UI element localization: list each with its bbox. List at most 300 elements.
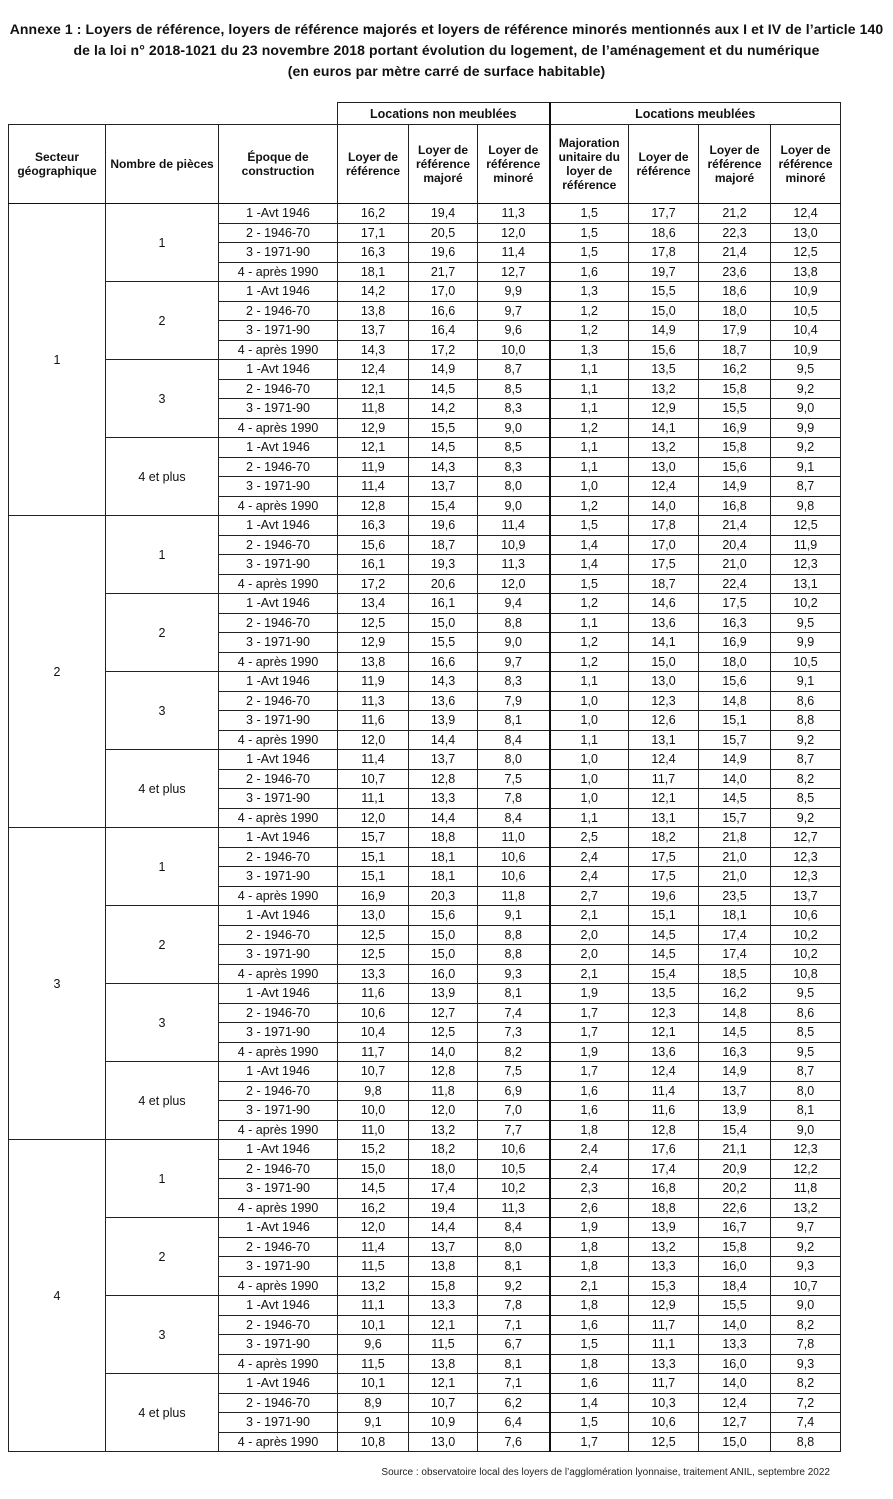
loyer-minore-cell: 6,9: [478, 1081, 550, 1101]
loyer-minore-cell: 8,2: [478, 1042, 550, 1062]
group-header-non-meublees: Locations non meublées: [338, 103, 550, 125]
period-cell: 4 - après 1990: [219, 730, 338, 750]
loyer-reference-cell: 11,8: [338, 399, 409, 419]
loyer-minore-cell: 10,5: [478, 1159, 550, 1179]
loyer-reference-meuble-cell: 14,6: [629, 594, 699, 614]
loyer-minore-cell: 10,9: [478, 535, 550, 555]
loyer-minore-meuble-cell: 11,9: [771, 535, 841, 555]
loyer-majore-cell: 13,8: [409, 1257, 478, 1277]
loyer-majore-cell: 20,5: [409, 223, 478, 243]
loyer-minore-meuble-cell: 8,1: [771, 1101, 841, 1121]
loyer-minore-cell: 10,6: [478, 867, 550, 887]
loyer-minore-cell: 8,8: [478, 613, 550, 633]
loyer-reference-cell: 10,7: [338, 1062, 409, 1082]
sector-cell: 4: [9, 1140, 106, 1452]
period-cell: 1 -Avt 1946: [219, 282, 338, 302]
loyer-majore-cell: 14,4: [409, 808, 478, 828]
loyer-minore-cell: 9,3: [478, 964, 550, 984]
loyer-majore-meuble-cell: 21,4: [699, 243, 771, 263]
loyer-minore-meuble-cell: 8,2: [771, 1315, 841, 1335]
loyer-reference-cell: 12,5: [338, 925, 409, 945]
period-cell: 4 - après 1990: [219, 886, 338, 906]
loyer-majore-cell: 20,3: [409, 886, 478, 906]
majoration-unitaire-cell: 1,1: [550, 457, 629, 477]
loyer-minore-cell: 11,3: [478, 204, 550, 224]
period-cell: 2 - 1946-70: [219, 1081, 338, 1101]
loyer-reference-meuble-cell: 17,8: [629, 516, 699, 536]
sector-cell: 2: [9, 516, 106, 828]
period-cell: 2 - 1946-70: [219, 535, 338, 555]
loyer-reference-meuble-cell: 15,5: [629, 282, 699, 302]
majoration-unitaire-cell: 1,2: [550, 496, 629, 516]
loyer-reference-meuble-cell: 17,8: [629, 243, 699, 263]
majoration-unitaire-cell: 1,0: [550, 711, 629, 731]
loyer-minore-meuble-cell: 9,1: [771, 457, 841, 477]
loyer-minore-cell: 9,7: [478, 652, 550, 672]
period-cell: 2 - 1946-70: [219, 1003, 338, 1023]
loyer-majore-cell: 12,7: [409, 1003, 478, 1023]
loyer-majore-cell: 13,2: [409, 1120, 478, 1140]
period-cell: 3 - 1971-90: [219, 867, 338, 887]
loyer-minore-cell: 9,0: [478, 496, 550, 516]
period-cell: 4 - après 1990: [219, 496, 338, 516]
loyer-minore-cell: 9,6: [478, 321, 550, 341]
loyer-minore-meuble-cell: 12,2: [771, 1159, 841, 1179]
majoration-unitaire-cell: 2,4: [550, 847, 629, 867]
loyer-minore-meuble-cell: 8,2: [771, 1374, 841, 1394]
loyer-minore-meuble-cell: 8,5: [771, 1023, 841, 1043]
loyer-reference-cell: 12,9: [338, 418, 409, 438]
loyer-reference-meuble-cell: 19,6: [629, 886, 699, 906]
loyer-minore-meuble-cell: 10,2: [771, 945, 841, 965]
loyer-majore-meuble-cell: 14,9: [699, 750, 771, 770]
loyer-reference-cell: 13,0: [338, 906, 409, 926]
majoration-unitaire-cell: 1,6: [550, 1081, 629, 1101]
loyer-minore-cell: 8,1: [478, 984, 550, 1004]
table-body: [9, 204, 841, 1452]
period-cell: 2 - 1946-70: [219, 1159, 338, 1179]
loyer-majore-cell: 15,0: [409, 945, 478, 965]
loyer-minore-meuble-cell: 10,5: [771, 301, 841, 321]
loyer-minore-meuble-cell: 9,5: [771, 613, 841, 633]
loyer-majore-meuble-cell: 17,9: [699, 321, 771, 341]
loyer-majore-meuble-cell: 14,8: [699, 1003, 771, 1023]
loyer-reference-meuble-cell: 14,1: [629, 633, 699, 653]
loyer-majore-meuble-cell: 13,3: [699, 1335, 771, 1355]
loyer-reference-meuble-cell: 14,0: [629, 496, 699, 516]
loyer-minore-meuble-cell: 13,8: [771, 262, 841, 282]
loyer-majore-cell: 13,8: [409, 1354, 478, 1374]
loyer-minore-cell: 11,4: [478, 243, 550, 263]
loyer-majore-cell: 16,0: [409, 964, 478, 984]
loyer-minore-cell: 7,1: [478, 1315, 550, 1335]
loyer-reference-cell: 12,9: [338, 633, 409, 653]
majoration-unitaire-cell: 1,5: [550, 223, 629, 243]
loyer-reference-cell: 12,0: [338, 1218, 409, 1238]
loyer-majore-cell: 18,7: [409, 535, 478, 555]
loyer-reference-cell: 13,2: [338, 1276, 409, 1296]
loyer-reference-meuble-cell: 12,4: [629, 1062, 699, 1082]
loyer-minore-cell: 7,6: [478, 1432, 550, 1452]
loyer-reference-meuble-cell: 11,1: [629, 1335, 699, 1355]
loyer-majore-meuble-cell: 20,2: [699, 1179, 771, 1199]
majoration-unitaire-cell: 1,0: [550, 750, 629, 770]
loyer-reference-meuble-cell: 18,6: [629, 223, 699, 243]
loyer-reference-cell: 12,4: [338, 360, 409, 380]
period-cell: 1 -Avt 1946: [219, 984, 338, 1004]
sector-cell: 1: [9, 204, 106, 516]
loyer-reference-cell: 16,9: [338, 886, 409, 906]
loyer-majore-meuble-cell: 16,7: [699, 1218, 771, 1238]
loyer-minore-cell: 8,5: [478, 438, 550, 458]
majoration-unitaire-cell: 2,5: [550, 828, 629, 848]
rooms-cell: 3: [106, 1296, 219, 1374]
loyer-minore-meuble-cell: 9,2: [771, 1237, 841, 1257]
loyer-reference-meuble-cell: 14,9: [629, 321, 699, 341]
majoration-unitaire-cell: 2,6: [550, 1198, 629, 1218]
loyer-majore-cell: 19,4: [409, 204, 478, 224]
majoration-unitaire-cell: 1,1: [550, 360, 629, 380]
loyer-reference-cell: 10,1: [338, 1374, 409, 1394]
loyer-minore-cell: 8,3: [478, 457, 550, 477]
loyer-minore-meuble-cell: 9,2: [771, 438, 841, 458]
majoration-unitaire-cell: 1,5: [550, 1413, 629, 1433]
loyer-reference-cell: 9,8: [338, 1081, 409, 1101]
loyer-majore-meuble-cell: 17,4: [699, 925, 771, 945]
loyer-majore-cell: 14,5: [409, 379, 478, 399]
loyer-minore-meuble-cell: 11,8: [771, 1179, 841, 1199]
majoration-unitaire-cell: 1,9: [550, 984, 629, 1004]
loyer-minore-cell: 8,0: [478, 477, 550, 497]
period-cell: 4 - après 1990: [219, 340, 338, 360]
loyer-reference-cell: 10,8: [338, 1432, 409, 1452]
loyer-majore-meuble-cell: 16,9: [699, 633, 771, 653]
loyer-minore-meuble-cell: 8,8: [771, 711, 841, 731]
loyer-minore-meuble-cell: 10,4: [771, 321, 841, 341]
loyer-minore-meuble-cell: 9,1: [771, 672, 841, 692]
loyer-minore-cell: 8,7: [478, 360, 550, 380]
loyer-reference-meuble-cell: 17,5: [629, 867, 699, 887]
loyer-majore-cell: 15,0: [409, 613, 478, 633]
loyer-minore-meuble-cell: 12,5: [771, 516, 841, 536]
loyer-majore-meuble-cell: 16,2: [699, 360, 771, 380]
period-cell: 2 - 1946-70: [219, 769, 338, 789]
loyer-minore-cell: 6,7: [478, 1335, 550, 1355]
loyer-reference-cell: 17,1: [338, 223, 409, 243]
loyer-minore-meuble-cell: 9,3: [771, 1257, 841, 1277]
loyer-majore-meuble-cell: 15,6: [699, 672, 771, 692]
loyer-majore-cell: 15,8: [409, 1276, 478, 1296]
loyer-majore-meuble-cell: 12,7: [699, 1413, 771, 1433]
period-cell: 2 - 1946-70: [219, 613, 338, 633]
rooms-cell: 4 et plus: [106, 1062, 219, 1140]
loyer-minore-cell: 10,0: [478, 340, 550, 360]
loyer-minore-meuble-cell: 8,7: [771, 1062, 841, 1082]
loyer-majore-meuble-cell: 15,5: [699, 1296, 771, 1316]
loyer-reference-cell: 14,5: [338, 1179, 409, 1199]
loyer-reference-cell: 9,6: [338, 1335, 409, 1355]
loyer-majore-cell: 19,6: [409, 243, 478, 263]
loyer-majore-cell: 14,2: [409, 399, 478, 419]
loyer-reference-meuble-cell: 10,6: [629, 1413, 699, 1433]
loyer-reference-cell: 12,1: [338, 379, 409, 399]
loyer-reference-cell: 16,2: [338, 1198, 409, 1218]
loyer-minore-meuble-cell: 12,3: [771, 847, 841, 867]
period-cell: 1 -Avt 1946: [219, 750, 338, 770]
loyer-minore-cell: 11,3: [478, 1198, 550, 1218]
loyer-majore-meuble-cell: 15,6: [699, 457, 771, 477]
loyer-minore-meuble-cell: 8,7: [771, 477, 841, 497]
period-cell: 4 - après 1990: [219, 1354, 338, 1374]
loyer-majore-meuble-cell: 14,5: [699, 789, 771, 809]
loyer-reference-cell: 10,1: [338, 1315, 409, 1335]
loyer-minore-cell: 7,5: [478, 1062, 550, 1082]
loyer-minore-cell: 7,3: [478, 1023, 550, 1043]
loyer-majore-cell: 17,4: [409, 1179, 478, 1199]
loyer-reference-meuble-cell: 15,3: [629, 1276, 699, 1296]
col-header-epoque: Époque de construction: [219, 125, 338, 204]
period-cell: 3 - 1971-90: [219, 1023, 338, 1043]
loyer-minore-meuble-cell: 7,8: [771, 1335, 841, 1355]
loyer-majore-meuble-cell: 15,8: [699, 438, 771, 458]
loyer-minore-cell: 9,7: [478, 301, 550, 321]
loyer-minore-meuble-cell: 12,3: [771, 867, 841, 887]
loyer-minore-cell: 8,0: [478, 750, 550, 770]
period-cell: 3 - 1971-90: [219, 555, 338, 575]
majoration-unitaire-cell: 1,1: [550, 808, 629, 828]
rooms-cell: 2: [106, 594, 219, 672]
loyer-minore-meuble-cell: 10,5: [771, 652, 841, 672]
majoration-unitaire-cell: 2,1: [550, 906, 629, 926]
loyer-minore-cell: 9,2: [478, 1276, 550, 1296]
loyer-reference-cell: 15,0: [338, 1159, 409, 1179]
loyer-reference-cell: 12,8: [338, 496, 409, 516]
loyer-majore-cell: 13,6: [409, 691, 478, 711]
loyer-majore-cell: 16,4: [409, 321, 478, 341]
title-line-1: Annexe 1 : Loyers de référence, loyers de référence majorés et loyers de référence minorés mentionnés aux I et IV de l’article 140: [9, 21, 884, 37]
rooms-cell: 4 et plus: [106, 750, 219, 828]
loyer-majore-meuble-cell: 23,6: [699, 262, 771, 282]
table-row: [9, 360, 841, 380]
loyer-minore-cell: 7,8: [478, 789, 550, 809]
period-cell: 2 - 1946-70: [219, 691, 338, 711]
rooms-cell: 4 et plus: [106, 1374, 219, 1452]
loyer-majore-meuble-cell: 15,8: [699, 379, 771, 399]
period-cell: 2 - 1946-70: [219, 1237, 338, 1257]
loyer-reference-meuble-cell: 12,8: [629, 1120, 699, 1140]
loyer-reference-cell: 13,7: [338, 321, 409, 341]
loyer-minore-meuble-cell: 9,5: [771, 1042, 841, 1062]
loyer-majore-meuble-cell: 16,0: [699, 1354, 771, 1374]
period-cell: 2 - 1946-70: [219, 1393, 338, 1413]
loyer-reference-meuble-cell: 17,6: [629, 1140, 699, 1160]
period-cell: 2 - 1946-70: [219, 379, 338, 399]
loyer-majore-meuble-cell: 18,0: [699, 301, 771, 321]
period-cell: 1 -Avt 1946: [219, 360, 338, 380]
loyer-majore-cell: 12,8: [409, 769, 478, 789]
rooms-cell: 1: [106, 828, 219, 906]
loyer-majore-cell: 11,5: [409, 1335, 478, 1355]
period-cell: 3 - 1971-90: [219, 945, 338, 965]
loyer-reference-meuble-cell: 17,0: [629, 535, 699, 555]
rooms-cell: 3: [106, 984, 219, 1062]
loyer-reference-cell: 11,7: [338, 1042, 409, 1062]
majoration-unitaire-cell: 1,8: [550, 1296, 629, 1316]
loyer-minore-meuble-cell: 7,4: [771, 1413, 841, 1433]
loyer-minore-cell: 8,4: [478, 730, 550, 750]
loyer-minore-cell: 12,0: [478, 223, 550, 243]
loyer-reference-cell: 16,3: [338, 516, 409, 536]
col-header-loyer-minore: Loyer de référence minoré: [478, 125, 550, 204]
loyer-majore-meuble-cell: 21,4: [699, 516, 771, 536]
loyer-reference-cell: 11,0: [338, 1120, 409, 1140]
rooms-cell: 3: [106, 360, 219, 438]
majoration-unitaire-cell: 1,5: [550, 204, 629, 224]
period-cell: 1 -Avt 1946: [219, 1296, 338, 1316]
loyer-minore-meuble-cell: 12,3: [771, 1140, 841, 1160]
loyer-majore-meuble-cell: 21,0: [699, 555, 771, 575]
loyer-majore-cell: 14,0: [409, 1042, 478, 1062]
loyer-reference-cell: 14,3: [338, 340, 409, 360]
majoration-unitaire-cell: 2,3: [550, 1179, 629, 1199]
loyer-majore-meuble-cell: 15,5: [699, 399, 771, 419]
loyer-reference-cell: 10,6: [338, 1003, 409, 1023]
loyer-minore-cell: 7,9: [478, 691, 550, 711]
sector-cell: 3: [9, 828, 106, 1140]
loyer-majore-cell: 19,3: [409, 555, 478, 575]
loyer-minore-meuble-cell: 9,3: [771, 1354, 841, 1374]
loyer-minore-cell: 8,4: [478, 808, 550, 828]
loyer-reference-cell: 13,8: [338, 301, 409, 321]
loyer-reference-meuble-cell: 13,2: [629, 1237, 699, 1257]
rooms-cell: 2: [106, 906, 219, 984]
period-cell: 3 - 1971-90: [219, 321, 338, 341]
majoration-unitaire-cell: 1,1: [550, 438, 629, 458]
loyer-minore-cell: 6,2: [478, 1393, 550, 1413]
loyer-minore-cell: 8,1: [478, 1257, 550, 1277]
loyer-majore-cell: 18,0: [409, 1159, 478, 1179]
loyer-minore-meuble-cell: 13,7: [771, 886, 841, 906]
loyer-minore-cell: 7,7: [478, 1120, 550, 1140]
loyer-reference-meuble-cell: 13,3: [629, 1354, 699, 1374]
loyer-majore-cell: 13,7: [409, 1237, 478, 1257]
loyer-minore-meuble-cell: 9,2: [771, 730, 841, 750]
loyer-reference-cell: 15,2: [338, 1140, 409, 1160]
loyer-majore-meuble-cell: 12,4: [699, 1393, 771, 1413]
loyer-majore-meuble-cell: 14,5: [699, 1023, 771, 1043]
loyer-majore-cell: 11,8: [409, 1081, 478, 1101]
loyer-majore-cell: 15,4: [409, 496, 478, 516]
period-cell: 4 - après 1990: [219, 1120, 338, 1140]
period-cell: 1 -Avt 1946: [219, 204, 338, 224]
title-line-2: de la loi n° 2018-1021 du 23 novembre 2018 portant évolution du logement, de l’aménagement et du numérique: [73, 42, 820, 58]
loyer-reference-meuble-cell: 11,7: [629, 1374, 699, 1394]
loyer-minore-meuble-cell: 12,4: [771, 204, 841, 224]
loyer-minore-meuble-cell: 8,0: [771, 1081, 841, 1101]
loyer-minore-meuble-cell: 9,2: [771, 808, 841, 828]
loyer-minore-meuble-cell: 9,8: [771, 496, 841, 516]
table-row: [9, 1296, 841, 1316]
loyer-majore-cell: 15,5: [409, 418, 478, 438]
loyer-reference-meuble-cell: 13,3: [629, 1257, 699, 1277]
loyer-reference-meuble-cell: 13,5: [629, 984, 699, 1004]
loyer-reference-meuble-cell: 12,4: [629, 750, 699, 770]
loyer-reference-cell: 12,0: [338, 730, 409, 750]
rooms-cell: 2: [106, 1218, 219, 1296]
loyer-reference-cell: 11,4: [338, 477, 409, 497]
majoration-unitaire-cell: 1,2: [550, 633, 629, 653]
table-row: [9, 438, 841, 458]
majoration-unitaire-cell: 2,0: [550, 925, 629, 945]
majoration-unitaire-cell: 2,1: [550, 964, 629, 984]
loyer-minore-cell: 12,7: [478, 262, 550, 282]
loyer-majore-cell: 14,5: [409, 438, 478, 458]
loyer-majore-cell: 13,9: [409, 711, 478, 731]
loyer-minore-cell: 8,3: [478, 399, 550, 419]
loyer-minore-meuble-cell: 12,3: [771, 555, 841, 575]
period-cell: 3 - 1971-90: [219, 633, 338, 653]
majoration-unitaire-cell: 1,7: [550, 1432, 629, 1452]
loyer-majore-meuble-cell: 16,9: [699, 418, 771, 438]
loyer-reference-meuble-cell: 13,0: [629, 672, 699, 692]
period-cell: 4 - après 1990: [219, 262, 338, 282]
loyer-minore-cell: 12,0: [478, 574, 550, 594]
table-row: [9, 594, 841, 614]
loyer-reference-cell: 14,2: [338, 282, 409, 302]
loyer-majore-cell: 14,9: [409, 360, 478, 380]
loyer-majore-cell: 13,9: [409, 984, 478, 1004]
loyer-majore-meuble-cell: 15,4: [699, 1120, 771, 1140]
rooms-cell: 1: [106, 204, 219, 282]
loyer-reference-meuble-cell: 11,6: [629, 1101, 699, 1121]
loyer-majore-meuble-cell: 15,7: [699, 730, 771, 750]
loyer-majore-meuble-cell: 18,4: [699, 1276, 771, 1296]
table-row: [9, 204, 841, 224]
period-cell: 3 - 1971-90: [219, 711, 338, 731]
loyer-reference-meuble-cell: 12,5: [629, 1432, 699, 1452]
loyer-minore-meuble-cell: 10,9: [771, 340, 841, 360]
loyer-majore-cell: 16,1: [409, 594, 478, 614]
period-cell: 3 - 1971-90: [219, 1335, 338, 1355]
loyer-minore-cell: 11,8: [478, 886, 550, 906]
majoration-unitaire-cell: 1,7: [550, 1062, 629, 1082]
loyer-reference-cell: 10,4: [338, 1023, 409, 1043]
period-cell: 4 - après 1990: [219, 808, 338, 828]
document-title: [0, 19, 893, 82]
majoration-unitaire-cell: 1,0: [550, 691, 629, 711]
rooms-cell: 1: [106, 516, 219, 594]
loyer-reference-cell: 10,7: [338, 769, 409, 789]
loyer-majore-meuble-cell: 20,4: [699, 535, 771, 555]
loyer-majore-cell: 10,9: [409, 1413, 478, 1433]
loyer-majore-cell: 20,6: [409, 574, 478, 594]
period-cell: 1 -Avt 1946: [219, 1374, 338, 1394]
loyer-reference-cell: 15,1: [338, 847, 409, 867]
loyer-reference-meuble-cell: 14,5: [629, 945, 699, 965]
loyer-majore-meuble-cell: 18,6: [699, 282, 771, 302]
loyer-reference-meuble-cell: 15,6: [629, 340, 699, 360]
loyer-reference-cell: 11,4: [338, 750, 409, 770]
loyer-reference-cell: 12,1: [338, 438, 409, 458]
loyer-minore-meuble-cell: 8,2: [771, 769, 841, 789]
loyer-minore-cell: 11,4: [478, 516, 550, 536]
loyer-majore-meuble-cell: 16,3: [699, 1042, 771, 1062]
loyer-majore-cell: 12,0: [409, 1101, 478, 1121]
majoration-unitaire-cell: 1,0: [550, 769, 629, 789]
loyer-minore-cell: 10,6: [478, 847, 550, 867]
majoration-unitaire-cell: 1,4: [550, 535, 629, 555]
loyer-reference-cell: 12,5: [338, 945, 409, 965]
